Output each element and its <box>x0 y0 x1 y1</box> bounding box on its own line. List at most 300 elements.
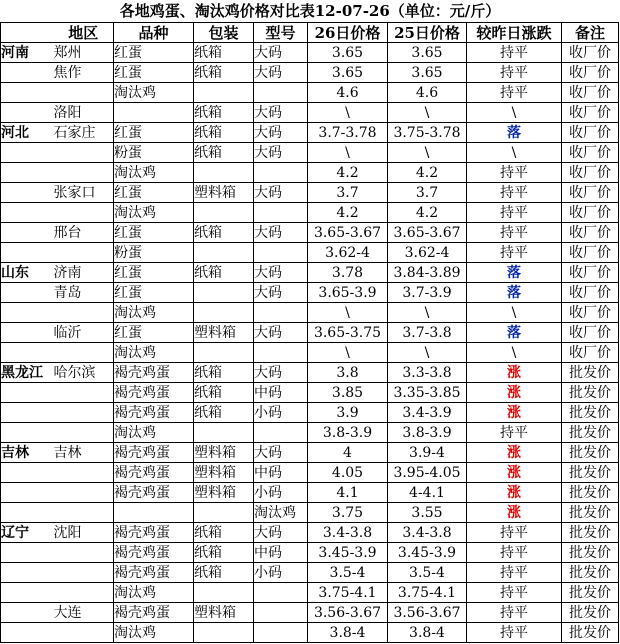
size-cell: 小码 <box>254 563 308 583</box>
packaging-cell: 纸箱 <box>194 103 254 123</box>
variety-cell: 淘汰鸡 <box>114 423 194 443</box>
change-cell: 持平 <box>467 203 562 223</box>
size-cell: 大码 <box>254 523 308 543</box>
note-cell: 批发价 <box>562 463 619 483</box>
variety-cell: 红蛋 <box>114 183 194 203</box>
price-26-cell: \ <box>308 343 388 363</box>
variety-cell: 褐壳鸡蛋 <box>114 363 194 383</box>
size-cell: 大码 <box>254 443 308 463</box>
price-26-cell: 3.45-3.9 <box>308 543 388 563</box>
table-row <box>1 123 619 143</box>
city-cell <box>54 543 114 563</box>
variety-cell: 淘汰鸡 <box>114 623 194 643</box>
note-cell: 批发价 <box>562 483 619 503</box>
size-cell: 中码 <box>254 543 308 563</box>
packaging-cell: 纸箱 <box>194 543 254 563</box>
size-cell <box>254 423 308 443</box>
province-cell <box>1 543 54 563</box>
packaging-cell <box>194 583 254 603</box>
table-row <box>1 403 619 423</box>
change-cell: \ <box>467 143 562 163</box>
change-cell: 持平 <box>467 623 562 643</box>
variety-cell: 粉蛋 <box>114 243 194 263</box>
variety-cell <box>114 503 194 523</box>
price-26-cell: 3.7 <box>308 183 388 203</box>
table-row <box>1 583 619 603</box>
price-25-cell: 3.75-4.1 <box>388 583 467 603</box>
price-25-cell: 3.7-3.9 <box>388 283 467 303</box>
size-cell: 中码 <box>254 383 308 403</box>
province-cell <box>1 463 54 483</box>
price-26-cell: 3.65 <box>308 43 388 63</box>
city-cell: 大连 <box>54 603 114 623</box>
province-cell <box>1 323 54 343</box>
note-cell: 收厂价 <box>562 223 619 243</box>
header-packaging: 包装 <box>194 23 254 43</box>
size-cell <box>254 583 308 603</box>
price-25-cell: 3.45-3.9 <box>388 543 467 563</box>
note-cell: 批发价 <box>562 443 619 463</box>
change-cell: 落 <box>467 283 562 303</box>
price-25-cell: 3.4-3.9 <box>388 403 467 423</box>
size-cell: 淘汰鸡 <box>254 503 308 523</box>
table-row <box>1 503 619 523</box>
variety-cell: 褐壳鸡蛋 <box>114 483 194 503</box>
note-cell: 批发价 <box>562 523 619 543</box>
table-row <box>1 203 619 223</box>
change-cell: 持平 <box>467 423 562 443</box>
city-cell <box>54 143 114 163</box>
table-row <box>1 543 619 563</box>
packaging-cell <box>194 303 254 323</box>
note-cell: 收厂价 <box>562 123 619 143</box>
variety-cell: 粉蛋 <box>114 143 194 163</box>
packaging-cell <box>194 423 254 443</box>
packaging-cell <box>194 243 254 263</box>
change-cell: 持平 <box>467 563 562 583</box>
note-cell: 收厂价 <box>562 183 619 203</box>
note-cell: 批发价 <box>562 363 619 383</box>
city-cell: 焦作 <box>54 63 114 83</box>
header-region: 地区 <box>54 23 114 43</box>
price-26-cell: 4 <box>308 443 388 463</box>
price-25-cell: 3.4-3.8 <box>388 523 467 543</box>
table-row <box>1 423 619 443</box>
packaging-cell: 纸箱 <box>194 363 254 383</box>
change-cell: 落 <box>467 123 562 143</box>
size-cell <box>254 243 308 263</box>
price-25-cell: 3.65 <box>388 43 467 63</box>
table-row <box>1 163 619 183</box>
province-cell <box>1 603 54 623</box>
size-cell: 大码 <box>254 143 308 163</box>
price-25-cell: 3.84-3.89 <box>388 263 467 283</box>
price-26-cell: 3.75-4.1 <box>308 583 388 603</box>
header-price-26: 26日价格 <box>308 23 388 43</box>
price-26-cell: 3.8 <box>308 363 388 383</box>
price-25-cell: 3.5-4 <box>388 563 467 583</box>
city-cell <box>54 83 114 103</box>
price-25-cell: 4.2 <box>388 163 467 183</box>
city-cell <box>54 163 114 183</box>
city-cell <box>54 463 114 483</box>
city-cell <box>54 423 114 443</box>
price-26-cell: 4.6 <box>308 83 388 103</box>
province-cell: 黑龙江 <box>1 363 54 383</box>
note-cell: 收厂价 <box>562 63 619 83</box>
price-25-cell: 4.6 <box>388 83 467 103</box>
table-row <box>1 383 619 403</box>
price-25-cell: 3.75-3.78 <box>388 123 467 143</box>
province-cell <box>1 503 54 523</box>
city-cell: 临沂 <box>54 323 114 343</box>
city-cell <box>54 483 114 503</box>
variety-cell: 褐壳鸡蛋 <box>114 463 194 483</box>
table-row <box>1 363 619 383</box>
table-row <box>1 343 619 363</box>
change-cell: 落 <box>467 323 562 343</box>
size-cell: 大码 <box>254 283 308 303</box>
price-26-cell: 3.9 <box>308 403 388 423</box>
price-25-cell: 3.95-4.05 <box>388 463 467 483</box>
packaging-cell: 纸箱 <box>194 43 254 63</box>
price-26-cell: 4.2 <box>308 203 388 223</box>
change-cell: 持平 <box>467 583 562 603</box>
price-25-cell: 3.8-3.9 <box>388 423 467 443</box>
price-26-cell: 3.8-3.9 <box>308 423 388 443</box>
header-variety: 品种 <box>114 23 194 43</box>
packaging-cell: 纸箱 <box>194 383 254 403</box>
variety-cell: 淘汰鸡 <box>114 303 194 323</box>
city-cell: 邢台 <box>54 223 114 243</box>
variety-cell: 褐壳鸡蛋 <box>114 543 194 563</box>
price-25-cell: 3.56-3.67 <box>388 603 467 623</box>
change-cell: \ <box>467 343 562 363</box>
price-26-cell: \ <box>308 303 388 323</box>
price-25-cell: \ <box>388 303 467 323</box>
price-26-cell: 3.56-3.67 <box>308 603 388 623</box>
variety-cell: 淘汰鸡 <box>114 163 194 183</box>
price-25-cell: 3.7 <box>388 183 467 203</box>
price-26-cell: 3.8-4 <box>308 623 388 643</box>
change-cell: 涨 <box>467 403 562 423</box>
packaging-cell <box>194 503 254 523</box>
city-cell <box>54 623 114 643</box>
size-cell: 大码 <box>254 183 308 203</box>
table-row <box>1 83 619 103</box>
packaging-cell: 塑料箱 <box>194 463 254 483</box>
province-cell <box>1 163 54 183</box>
change-cell: 涨 <box>467 383 562 403</box>
price-26-cell: \ <box>308 143 388 163</box>
packaging-cell: 塑料箱 <box>194 323 254 343</box>
price-26-cell: 3.7-3.78 <box>308 123 388 143</box>
note-cell: 批发价 <box>562 583 619 603</box>
city-cell <box>54 383 114 403</box>
table-row <box>1 303 619 323</box>
price-26-cell: 3.5-4 <box>308 563 388 583</box>
packaging-cell: 塑料箱 <box>194 183 254 203</box>
table-row <box>1 623 619 643</box>
city-cell: 青岛 <box>54 283 114 303</box>
note-cell: 批发价 <box>562 403 619 423</box>
table-row <box>1 183 619 203</box>
size-cell: 大码 <box>254 123 308 143</box>
price-25-cell: 3.8-4 <box>388 623 467 643</box>
table-row <box>1 483 619 503</box>
packaging-cell: 纸箱 <box>194 263 254 283</box>
note-cell: 批发价 <box>562 503 619 523</box>
packaging-cell <box>194 283 254 303</box>
size-cell <box>254 203 308 223</box>
price-25-cell: 3.62-4 <box>388 243 467 263</box>
province-cell <box>1 483 54 503</box>
size-cell <box>254 303 308 323</box>
header-note: 备注 <box>562 23 619 43</box>
city-cell <box>54 243 114 263</box>
variety-cell: 褐壳鸡蛋 <box>114 563 194 583</box>
variety-cell: 红蛋 <box>114 223 194 243</box>
header-row <box>1 23 619 43</box>
table-row <box>1 523 619 543</box>
note-cell: 收厂价 <box>562 83 619 103</box>
province-cell <box>1 303 54 323</box>
packaging-cell: 纸箱 <box>194 563 254 583</box>
packaging-cell: 纸箱 <box>194 223 254 243</box>
price-25-cell: 3.9-4 <box>388 443 467 463</box>
variety-cell: 红蛋 <box>114 323 194 343</box>
change-cell: 持平 <box>467 83 562 103</box>
change-cell: 涨 <box>467 503 562 523</box>
table-title: 各地鸡蛋、淘汰鸡价格对比表12-07-26（单位：元/斤） <box>119 2 501 20</box>
province-cell <box>1 283 54 303</box>
packaging-cell: 纸箱 <box>194 143 254 163</box>
price-25-cell: 3.35-3.85 <box>388 383 467 403</box>
packaging-cell <box>194 623 254 643</box>
price-table <box>0 22 619 643</box>
size-cell <box>254 603 308 623</box>
size-cell: 大码 <box>254 103 308 123</box>
size-cell: 大码 <box>254 323 308 343</box>
packaging-cell: 塑料箱 <box>194 443 254 463</box>
variety-cell: 淘汰鸡 <box>114 583 194 603</box>
province-cell: 辽宁 <box>1 523 54 543</box>
packaging-cell <box>194 203 254 223</box>
note-cell: 收厂价 <box>562 43 619 63</box>
province-cell <box>1 383 54 403</box>
variety-cell: 淘汰鸡 <box>114 343 194 363</box>
note-cell: 批发价 <box>562 603 619 623</box>
table-row <box>1 263 619 283</box>
province-cell: 山东 <box>1 263 54 283</box>
variety-cell: 褐壳鸡蛋 <box>114 603 194 623</box>
price-25-cell: \ <box>388 143 467 163</box>
header-change: 较昨日涨跌 <box>467 23 562 43</box>
variety-cell <box>114 103 194 123</box>
price-25-cell: 4-4.1 <box>388 483 467 503</box>
note-cell: 收厂价 <box>562 283 619 303</box>
note-cell: 收厂价 <box>562 343 619 363</box>
province-cell <box>1 183 54 203</box>
change-cell: 持平 <box>467 183 562 203</box>
city-cell <box>54 303 114 323</box>
change-cell: 持平 <box>467 63 562 83</box>
province-cell <box>1 583 54 603</box>
province-cell: 吉林 <box>1 443 54 463</box>
header-blank <box>1 23 54 43</box>
city-cell: 洛阳 <box>54 103 114 123</box>
size-cell: 大码 <box>254 223 308 243</box>
province-cell <box>1 143 54 163</box>
city-cell: 郑州 <box>54 43 114 63</box>
table-row <box>1 283 619 303</box>
city-cell: 济南 <box>54 263 114 283</box>
change-cell: 涨 <box>467 443 562 463</box>
province-cell <box>1 563 54 583</box>
table-row <box>1 143 619 163</box>
province-cell <box>1 63 54 83</box>
price-26-cell: 3.85 <box>308 383 388 403</box>
size-cell: 大码 <box>254 363 308 383</box>
variety-cell: 褐壳鸡蛋 <box>114 523 194 543</box>
change-cell: 涨 <box>467 363 562 383</box>
packaging-cell: 纸箱 <box>194 63 254 83</box>
note-cell: 批发价 <box>562 383 619 403</box>
size-cell: 大码 <box>254 43 308 63</box>
note-cell: 收厂价 <box>562 303 619 323</box>
size-cell: 大码 <box>254 63 308 83</box>
price-26-cell: \ <box>308 103 388 123</box>
price-26-cell: 3.65-3.67 <box>308 223 388 243</box>
variety-cell: 红蛋 <box>114 263 194 283</box>
packaging-cell <box>194 163 254 183</box>
city-cell: 吉林 <box>54 443 114 463</box>
packaging-cell <box>194 83 254 103</box>
price-26-cell: 3.65 <box>308 63 388 83</box>
size-cell <box>254 163 308 183</box>
header-size: 型号 <box>254 23 308 43</box>
table-row <box>1 43 619 63</box>
city-cell <box>54 503 114 523</box>
price-26-cell: 3.78 <box>308 263 388 283</box>
size-cell: 小码 <box>254 483 308 503</box>
city-cell <box>54 343 114 363</box>
change-cell: 持平 <box>467 603 562 623</box>
change-cell: 涨 <box>467 463 562 483</box>
province-cell <box>1 203 54 223</box>
header-price-25: 25日价格 <box>388 23 467 43</box>
price-25-cell: 3.3-3.8 <box>388 363 467 383</box>
city-cell <box>54 203 114 223</box>
change-cell: 持平 <box>467 523 562 543</box>
change-cell: 落 <box>467 263 562 283</box>
price-26-cell: 3.65-3.9 <box>308 283 388 303</box>
note-cell: 收厂价 <box>562 323 619 343</box>
price-26-cell: 3.65-3.75 <box>308 323 388 343</box>
table-row <box>1 463 619 483</box>
note-cell: 批发价 <box>562 623 619 643</box>
note-cell: 批发价 <box>562 543 619 563</box>
note-cell: 收厂价 <box>562 163 619 183</box>
province-cell <box>1 103 54 123</box>
variety-cell: 红蛋 <box>114 63 194 83</box>
size-cell <box>254 83 308 103</box>
province-cell <box>1 243 54 263</box>
table-row <box>1 63 619 83</box>
variety-cell: 褐壳鸡蛋 <box>114 443 194 463</box>
province-cell <box>1 83 54 103</box>
packaging-cell: 纸箱 <box>194 403 254 423</box>
table-row <box>1 603 619 623</box>
size-cell <box>254 623 308 643</box>
variety-cell: 红蛋 <box>114 283 194 303</box>
note-cell: 批发价 <box>562 563 619 583</box>
table-row <box>1 243 619 263</box>
size-cell: 大码 <box>254 263 308 283</box>
price-25-cell: \ <box>388 343 467 363</box>
city-cell: 哈尔滨 <box>54 363 114 383</box>
city-cell <box>54 563 114 583</box>
price-25-cell: 4.2 <box>388 203 467 223</box>
size-cell: 小码 <box>254 403 308 423</box>
price-25-cell: 3.65-3.67 <box>388 223 467 243</box>
note-cell: 批发价 <box>562 423 619 443</box>
price-25-cell: 3.65 <box>388 63 467 83</box>
province-cell <box>1 223 54 243</box>
packaging-cell: 塑料箱 <box>194 603 254 623</box>
city-cell: 张家口 <box>54 183 114 203</box>
price-25-cell: 3.7-3.8 <box>388 323 467 343</box>
variety-cell: 褐壳鸡蛋 <box>114 403 194 423</box>
variety-cell: 红蛋 <box>114 43 194 63</box>
variety-cell: 褐壳鸡蛋 <box>114 383 194 403</box>
packaging-cell: 纸箱 <box>194 123 254 143</box>
packaging-cell <box>194 343 254 363</box>
province-cell <box>1 343 54 363</box>
province-cell <box>1 623 54 643</box>
change-cell: 涨 <box>467 483 562 503</box>
price-26-cell: 4.2 <box>308 163 388 183</box>
province-cell: 河南 <box>1 43 54 63</box>
province-cell <box>1 423 54 443</box>
size-cell: 中码 <box>254 463 308 483</box>
variety-cell: 红蛋 <box>114 123 194 143</box>
size-cell <box>254 343 308 363</box>
change-cell: \ <box>467 103 562 123</box>
change-cell: 持平 <box>467 43 562 63</box>
price-26-cell: 4.05 <box>308 463 388 483</box>
note-cell: 收厂价 <box>562 243 619 263</box>
table-row <box>1 103 619 123</box>
price-26-cell: 3.4-3.8 <box>308 523 388 543</box>
note-cell: 收厂价 <box>562 203 619 223</box>
price-25-cell: 3.55 <box>388 503 467 523</box>
note-cell: 收厂价 <box>562 263 619 283</box>
note-cell: 收厂价 <box>562 143 619 163</box>
province-cell <box>1 403 54 423</box>
price-25-cell: \ <box>388 103 467 123</box>
packaging-cell: 纸箱 <box>194 523 254 543</box>
price-26-cell: 3.75 <box>308 503 388 523</box>
change-cell: 持平 <box>467 543 562 563</box>
city-cell <box>54 403 114 423</box>
change-cell: 持平 <box>467 243 562 263</box>
table-row <box>1 323 619 343</box>
note-cell: 收厂价 <box>562 103 619 123</box>
city-cell <box>54 583 114 603</box>
city-cell: 石家庄 <box>54 123 114 143</box>
change-cell: \ <box>467 303 562 323</box>
